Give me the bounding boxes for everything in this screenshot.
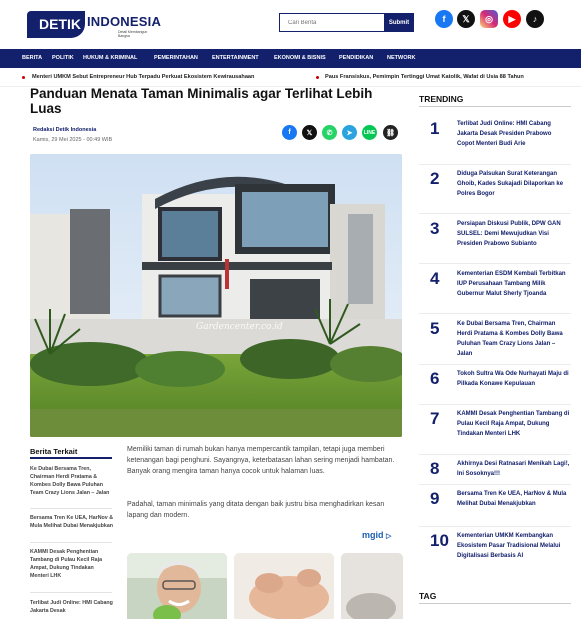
trending-number: 10 <box>430 531 449 550</box>
related-underline <box>30 457 112 459</box>
ticker-item[interactable]: Menteri UMKM Sebut Entrepreneur Hub Terpadu Perkuat Ekosistem Kewirausahaan <box>32 74 255 80</box>
x-share-icon[interactable]: 𝕏 <box>302 125 317 140</box>
ad-image-hand <box>341 553 403 619</box>
divider <box>419 404 571 405</box>
divider <box>419 364 571 365</box>
image-watermark: Gardencenter.co.id <box>196 322 283 332</box>
nav-item-entertainment[interactable]: ENTERTAINMENT <box>212 55 259 61</box>
trending-item[interactable]: Kementerian ESDM Kembali Terbitkan IUP Perusahaan Tambang Milik Gubernur Malut Sherly Tjoanda <box>457 271 566 297</box>
divider <box>419 526 571 527</box>
trending-number: 3 <box>430 219 440 238</box>
ticker-bullet <box>316 76 319 79</box>
trending-item[interactable]: Tokoh Sultra Wa Ode Nurhayati Maju di Pilkada Konawe Kepulauan <box>457 371 569 387</box>
ticker-bullet <box>22 76 25 79</box>
copy-link-icon[interactable]: ⛓ <box>383 125 398 140</box>
divider <box>419 213 571 214</box>
main-nav <box>0 49 581 68</box>
site-logo[interactable] <box>27 11 162 38</box>
article-author[interactable]: Redaksi Detik Indonesia <box>33 127 97 133</box>
related-item[interactable]: KAMMI Desak Penghentian Tambang di Pulau Kecil Raja Ampat, Dukung Tindakan Menteri LHK <box>30 549 103 579</box>
related-item[interactable]: Ke Dubai Bersama Tren, Chairman Herdi Pratama & Kombes Dolly Bawa Puluhan Team Crazy Lions Jalan – Jalan <box>30 466 110 496</box>
trending-item[interactable]: Akhirnya Desi Ratnasari Menikah Lagi!, Ini Sosoknya!!! <box>457 461 570 477</box>
search-submit-button[interactable]: Submit <box>384 13 414 32</box>
trending-number: 5 <box>430 319 440 338</box>
trending-item[interactable]: Terlibat Judi Online: HMI Cabang Jakarta Desak Presiden Prabowo Copot Menteri Budi Arie <box>457 121 552 147</box>
article-hero-image <box>30 154 402 437</box>
divider <box>419 484 571 485</box>
article-date: Kamis, 29 Mei 2025 - 00:49 WIB <box>33 137 113 143</box>
divider <box>419 164 571 165</box>
trending-number: 9 <box>430 489 440 508</box>
logo-tagline: Detail Membangun Bangsa <box>118 30 148 38</box>
trending-number: 7 <box>430 409 440 428</box>
trending-item[interactable]: Bersama Tren Ke UEA, HarNov & Mula Melihat Dubai Menakjubkan <box>457 491 567 507</box>
ad-image-man <box>127 553 227 619</box>
trending-number: 2 <box>430 169 440 188</box>
tag-underline <box>419 603 571 604</box>
search-form <box>279 13 414 32</box>
search-input[interactable] <box>280 14 385 31</box>
divider <box>419 454 571 455</box>
trending-item[interactable]: KAMMI Desak Penghentian Tambang di Pulau Kecil Raja Ampat, Dukung Tindakan Menteri LHK <box>457 411 570 437</box>
house-illustration <box>30 154 402 437</box>
trending-heading: TRENDING <box>419 94 464 104</box>
ticker-item[interactable]: Paus Fransiskus, Pemimpin Tertinggi Umat Katolik, Wafat di Usia 88 Tahun <box>325 74 524 80</box>
nav-item-berita[interactable]: BERITA <box>22 55 43 61</box>
mgid-ad-label[interactable] <box>362 530 391 540</box>
divider <box>30 592 112 593</box>
article-title: Panduan Menata Taman Minimalis agar Terlihat Lebih Luas <box>30 86 373 116</box>
trending-number: 4 <box>430 269 440 288</box>
related-heading: Berita Terkait <box>30 447 78 456</box>
mgid-arrow-icon: ▷ <box>386 533 392 540</box>
ad-image-knee <box>234 553 334 619</box>
ad-card[interactable] <box>234 553 334 619</box>
article-paragraph: Padahal, taman minimalis yang ditata dengan baik justru bisa menghadirkan kesan lapang dan modern. <box>127 501 385 519</box>
tiktok-icon[interactable]: ♪ <box>526 10 544 28</box>
nav-item-pemerintahan[interactable]: PEMERINTAHAN <box>154 55 198 61</box>
trending-item[interactable]: Persiapan Diskusi Publik, DPW GAN SULSEL: Demi Mewujudkan Visi Presiden Prabowo Subianto <box>457 221 561 247</box>
trending-item[interactable]: Kementerian UMKM Kembangkan Ekosistem Pasar Tradisional Melalui Digitalisasi Berbasis AI <box>457 533 561 559</box>
news-ticker <box>0 68 581 87</box>
mgid-label-text: mgid <box>362 530 384 540</box>
telegram-share-icon[interactable]: ➤ <box>342 125 357 140</box>
whatsapp-share-icon[interactable]: ✆ <box>322 125 337 140</box>
logo-indonesia: INDONESIA <box>87 14 162 29</box>
x-twitter-icon[interactable]: 𝕏 <box>457 10 475 28</box>
nav-item-hukum[interactable]: HUKUM & KRIMINAL <box>83 55 138 61</box>
facebook-icon[interactable]: f <box>435 10 453 28</box>
related-item[interactable]: Terlibat Judi Online: HMI Cabang Jakarta Desak <box>30 600 113 614</box>
youtube-icon[interactable]: ▶ <box>503 10 521 28</box>
line-share-icon[interactable]: LINE <box>362 125 377 140</box>
divider <box>419 263 571 264</box>
divider <box>30 542 112 543</box>
trending-item[interactable]: Ke Dubai Bersama Tren, Chairman Herdi Pratama & Kombes Dolly Bawa Puluhan Team Crazy Lions Jalan – Jalan <box>457 321 563 357</box>
trending-number: 1 <box>430 119 440 138</box>
related-item[interactable]: Bersama Tren Ke UEA, HarNov & Mula Melihat Dubai Menakjubkan <box>30 515 114 529</box>
facebook-share-icon[interactable]: f <box>282 125 297 140</box>
nav-item-ekonomi[interactable]: EKONOMI & BISNIS <box>274 55 326 61</box>
trending-number: 8 <box>430 459 440 478</box>
ad-card[interactable] <box>341 553 403 619</box>
trending-number: 6 <box>430 369 440 388</box>
tag-heading: TAG <box>419 591 437 601</box>
instagram-icon[interactable]: ◎ <box>480 10 498 28</box>
logo-detik: DETIK <box>27 11 85 38</box>
ad-card[interactable] <box>127 553 227 619</box>
nav-item-pendidikan[interactable]: PENDIDIKAN <box>339 55 374 61</box>
site-header <box>0 0 581 49</box>
divider <box>419 313 571 314</box>
trending-underline <box>419 106 571 107</box>
nav-item-network[interactable]: NETWORK <box>387 55 416 61</box>
divider <box>30 508 112 509</box>
trending-item[interactable]: Diduga Palsukan Surat Keterangan Ghoib, Kades Sukajadi Dilaporkan ke Polres Bogor <box>457 171 564 197</box>
article-paragraph: Memiliki taman di rumah bukan hanya mempercantik tampilan, tetapi juga memberi ketenangan bagi penghuni. Sayangnya, keterbatasan lahan sering menjadi hambatan. Banyak orang mengira taman hanya cocok untuk halaman luas. <box>127 446 395 475</box>
nav-item-politik[interactable]: POLITIK <box>52 55 74 61</box>
